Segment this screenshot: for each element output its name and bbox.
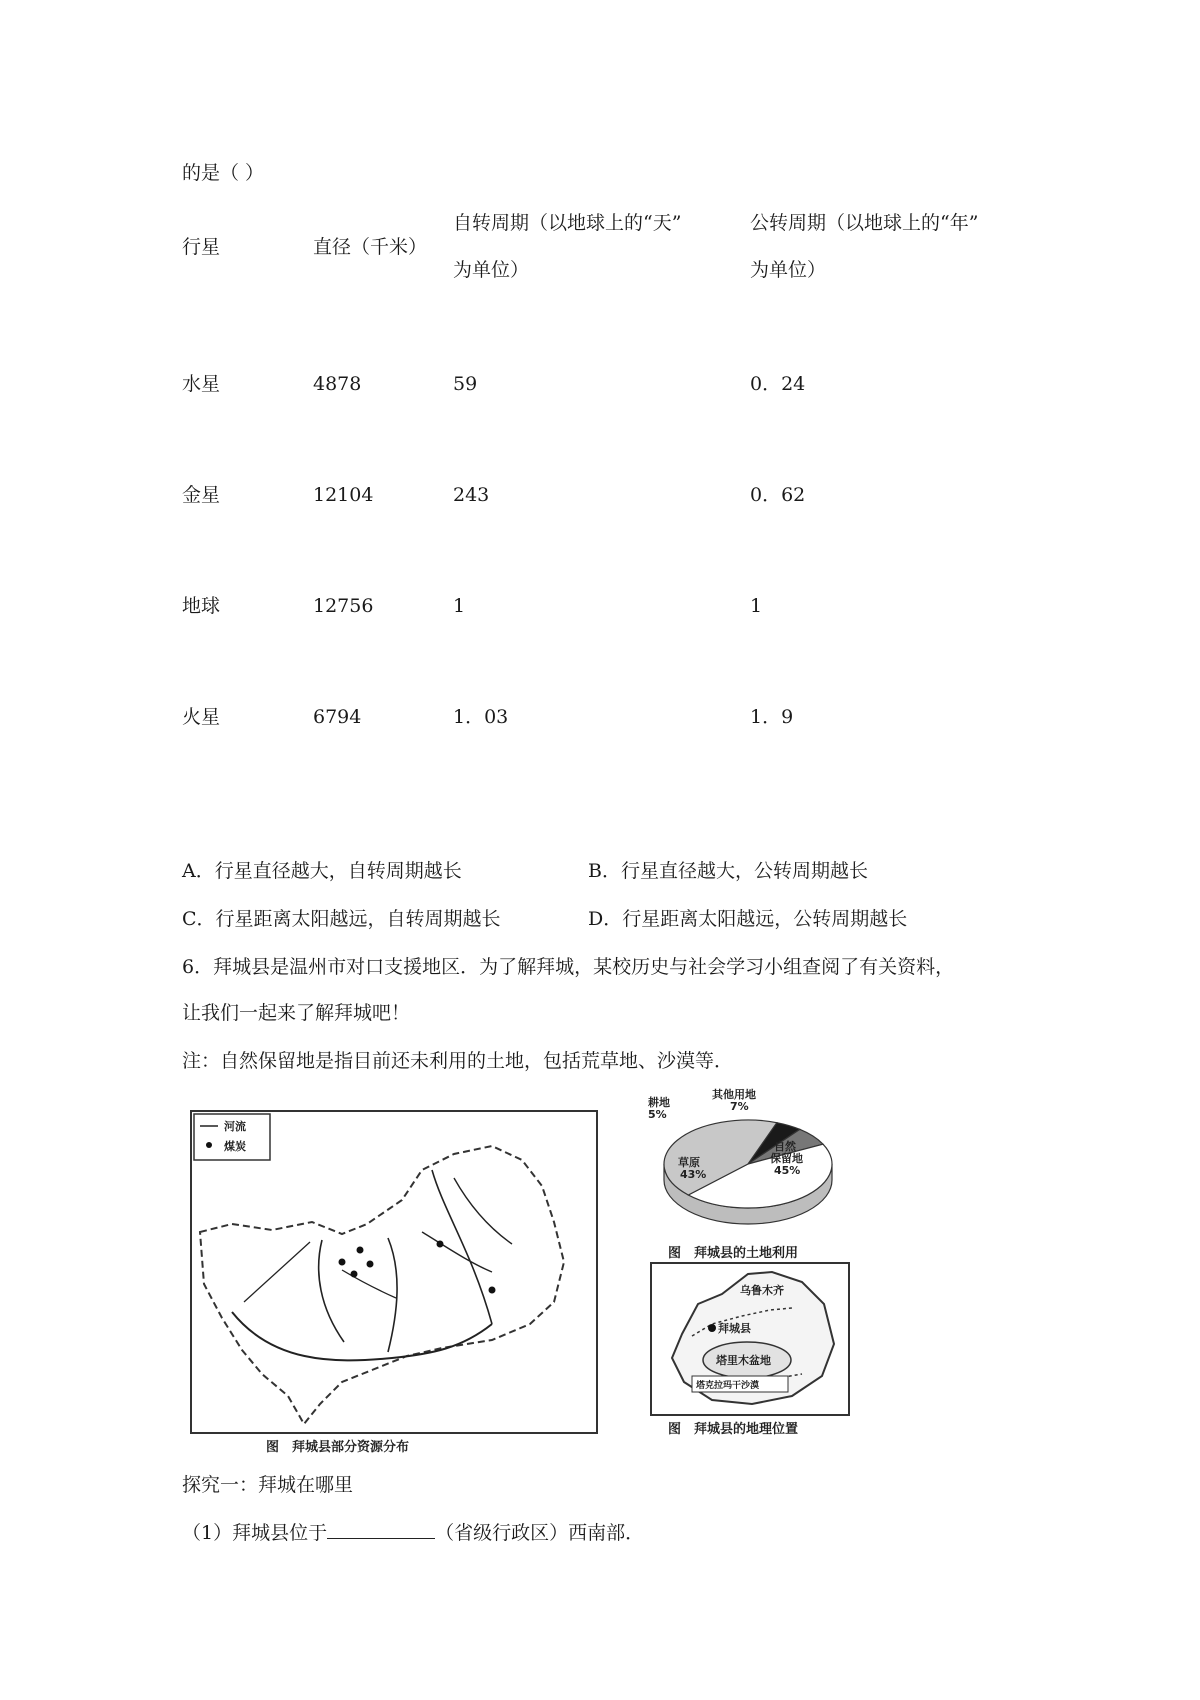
land-use-caption: 图 拜城县的土地利用 (668, 1246, 799, 1261)
question-6-line1: 6．拜城县是温州市对口支援地区．为了解拜城，某校历史与社会学习小组查阅了有关资料， (182, 956, 955, 978)
cell-planet: 金星 (182, 484, 221, 506)
table-header-rotation (453, 200, 681, 294)
option-c: C．行星距离太阳越远，自转周期越长 (182, 908, 501, 930)
inquiry-question-1-prefix: （1）拜城县位于 (182, 1522, 328, 1544)
cell-diameter: 12104 (313, 484, 374, 506)
table-header-revolution-line2: 为单位） (750, 259, 827, 281)
legend-coal-label: 煤炭 (224, 1140, 246, 1153)
resource-map (190, 1110, 598, 1434)
question-fragment: 的是（ ） (182, 162, 265, 184)
location-map (650, 1262, 850, 1416)
resource-map-svg (192, 1112, 596, 1432)
location-label-county: 拜城县 (718, 1322, 751, 1335)
pie-label-other: 其他用地 7% (712, 1088, 756, 1113)
land-use-chart (648, 1086, 848, 1236)
table-header-rotation-line1: 自转周期（以地球上的“天” (453, 212, 682, 234)
table-header-revolution-line1: 公转周期（以地球上的“年” (750, 212, 979, 234)
inquiry-question-1 (182, 1518, 644, 1545)
cell-rotation: 1 (453, 595, 466, 617)
cell-planet: 地球 (182, 595, 221, 617)
question-6-note: 注：自然保留地是指目前还未利用的土地，包括荒草地、沙漠等． (182, 1050, 734, 1072)
location-map-caption: 图 拜城县的地理位置 (668, 1422, 799, 1437)
table-header-rotation-line2: 为单位） (453, 259, 530, 281)
cell-diameter: 4878 (313, 373, 362, 395)
pie-label-farmland: 耕地 5% (648, 1096, 670, 1121)
cell-diameter: 12756 (313, 595, 374, 617)
cell-rotation: 59 (453, 373, 478, 395)
pie-label-grassland: 草原 43% (678, 1156, 707, 1181)
cell-planet: 水星 (182, 373, 221, 395)
question-6-line2: 让我们一起来了解拜城吧！ (182, 1002, 411, 1024)
cell-planet: 火星 (182, 706, 221, 728)
table-header-revolution (750, 200, 978, 294)
inquiry-question-1-suffix: （省级行政区）西南部． (435, 1522, 645, 1544)
cell-rotation: 1．03 (453, 706, 509, 728)
cell-revolution: 0．62 (750, 484, 806, 506)
cell-diameter: 6794 (313, 706, 362, 728)
cell-rotation: 243 (453, 484, 490, 506)
legend-river-label: 河流 (224, 1120, 246, 1133)
location-map-svg (652, 1264, 848, 1414)
cell-revolution: 1．9 (750, 706, 794, 728)
pie-label-reserve: 自然 保留地 45% (770, 1140, 803, 1177)
option-d: D．行星距离太阳越远，公转周期越长 (588, 908, 908, 930)
location-label-basin: 塔里木盆地 (716, 1354, 771, 1367)
option-a: A．行星直径越大，自转周期越长 (182, 860, 462, 882)
resource-map-caption: 图 拜城县部分资源分布 (266, 1440, 410, 1455)
land-use-pie-svg (648, 1086, 848, 1236)
table-header-planet: 行星 (182, 236, 221, 258)
inquiry-title: 探究一：拜城在哪里 (182, 1474, 354, 1496)
location-label-desert: 塔克拉玛干沙漠 (696, 1381, 760, 1391)
option-b: B．行星直径越大，公转周期越长 (588, 860, 868, 882)
cell-revolution: 0．24 (750, 373, 806, 395)
answer-blank[interactable] (327, 1520, 435, 1539)
table-header-diameter: 直径（千米） (313, 236, 428, 258)
cell-revolution: 1 (750, 595, 763, 617)
location-label-urumqi: 乌鲁木齐 (740, 1284, 784, 1297)
